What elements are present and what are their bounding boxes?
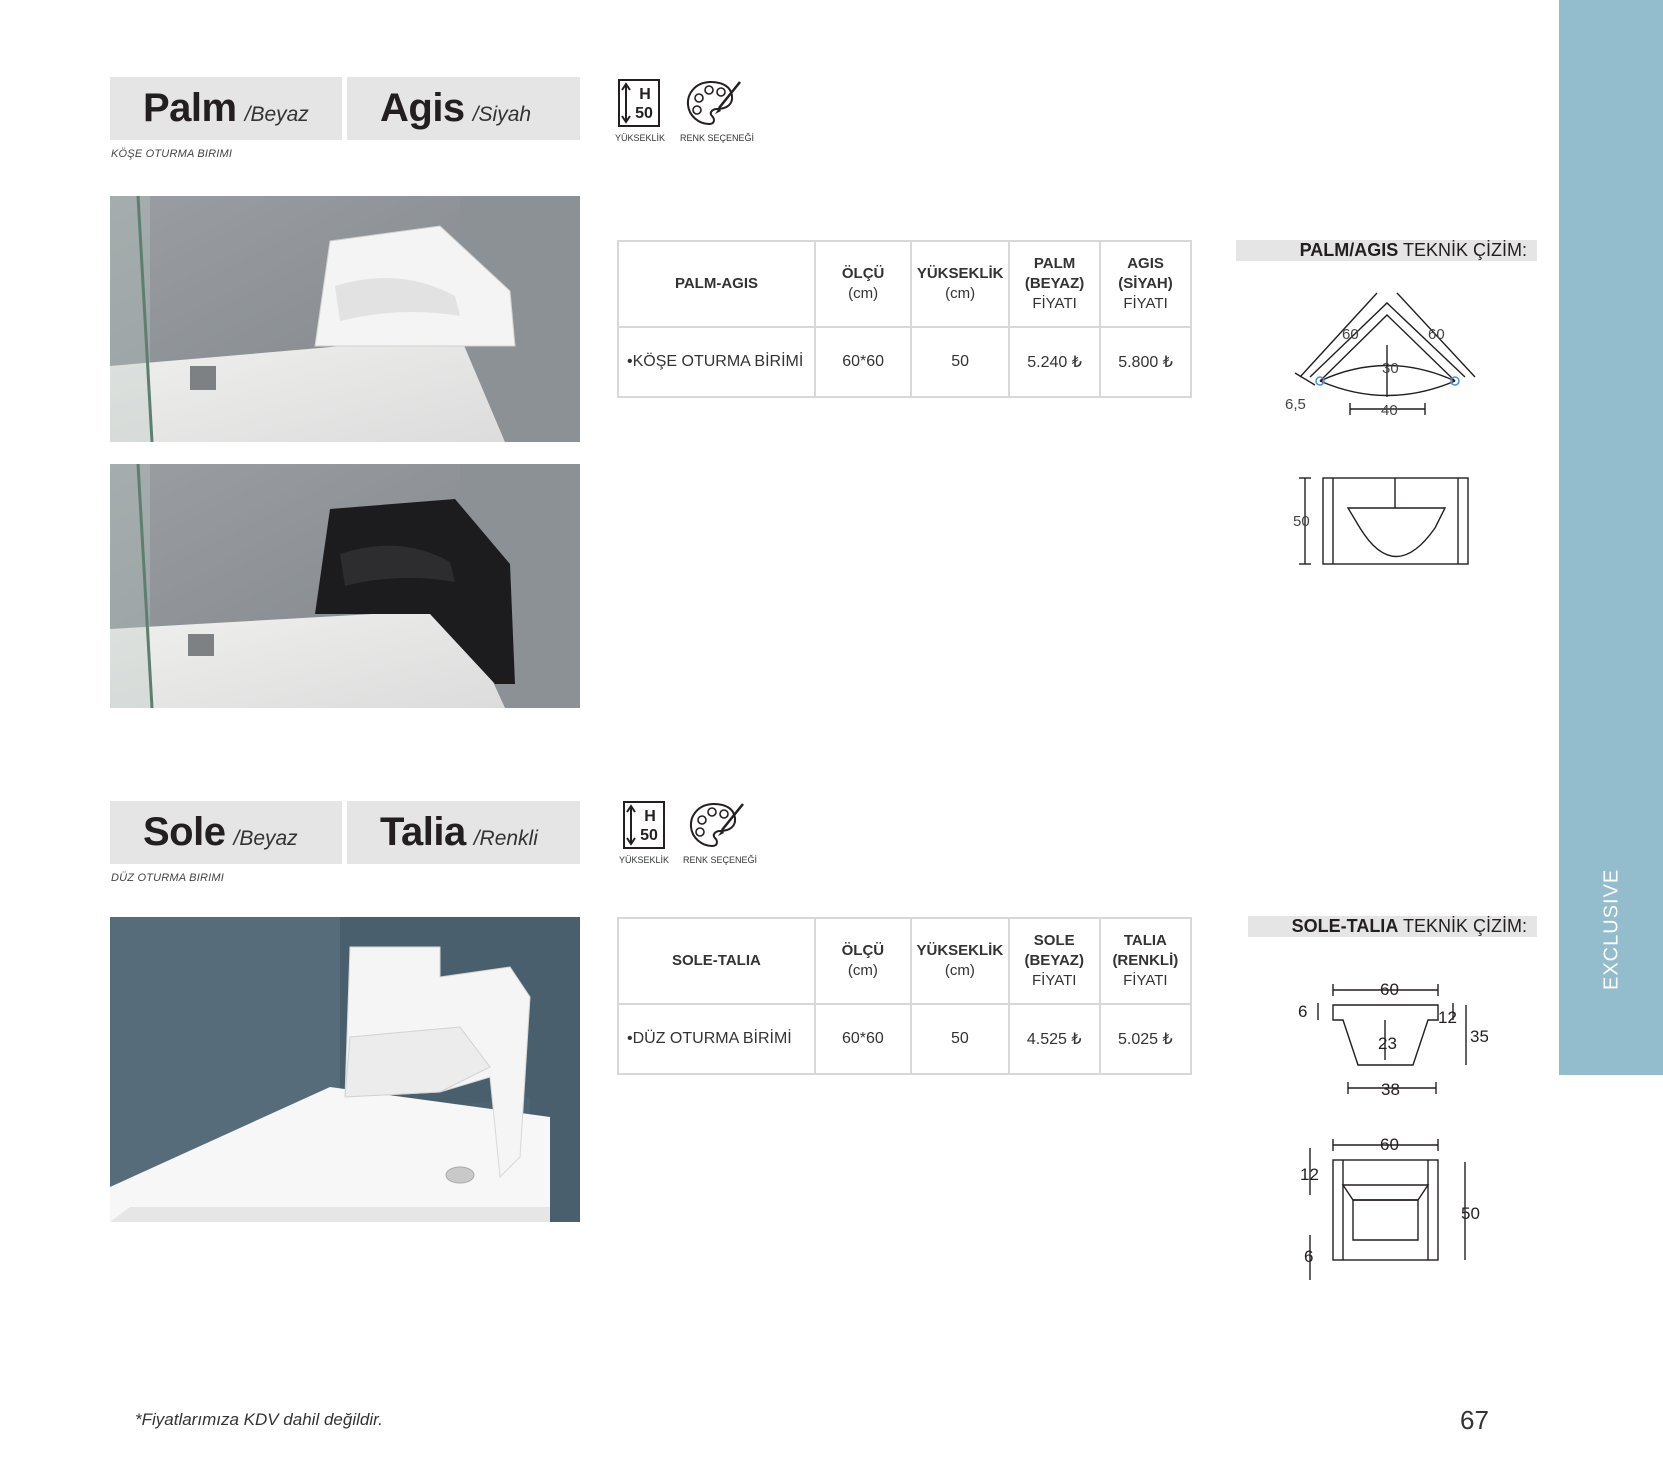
height-icon (622, 800, 666, 855)
dim-label: 23 (1378, 1034, 1397, 1053)
header-price-1: PALM (BEYAZ) FİYATI (1009, 241, 1100, 327)
header-height: YÜKSEKLİK (cm) (911, 241, 1009, 327)
height-value: 50 (635, 105, 653, 122)
product-name: Sole (143, 810, 226, 854)
table-header-row (618, 241, 1191, 327)
product-caption: KÖŞE OTURMA BIRIMI (111, 148, 233, 160)
header-product: SOLE-TALIA (618, 918, 815, 1004)
palette-label: RENK SEÇENEĞİ (679, 133, 755, 143)
product-photo-sole (110, 917, 580, 1222)
cell-product: •KÖŞE OTURMA BİRİMİ (618, 327, 815, 397)
height-value: 50 (640, 827, 658, 844)
cell-height: 50 (911, 1004, 1009, 1074)
product-color: /Renkli (473, 827, 538, 850)
header-price-1: SOLE (BEYAZ) FİYATI (1009, 918, 1100, 1004)
header-price-2: AGIS (SİYAH) FİYATI (1100, 241, 1191, 327)
dim-label: 50 (1461, 1204, 1480, 1223)
cell-size: 60*60 (815, 1004, 911, 1074)
dim-label: 6 (1298, 1002, 1308, 1021)
table-row (618, 327, 1191, 397)
dim-label: 60 (1380, 980, 1399, 999)
product-photo-palm (110, 196, 580, 442)
product-title-sole (110, 801, 342, 864)
product-photo-agis (110, 464, 580, 708)
cell-height: 50 (911, 327, 1009, 397)
product-color: /Beyaz (233, 827, 298, 850)
cell-product: •DÜZ OTURMA BİRİMİ (618, 1004, 815, 1074)
header-size: ÖLÇÜ (cm) (815, 918, 911, 1004)
palette-icon (688, 800, 746, 855)
price-table-palm-agis (617, 240, 1192, 398)
height-label: YÜKSEKLİK (614, 133, 666, 143)
palette-label: RENK SEÇENEĞİ (682, 855, 758, 865)
dim-label: 60 (1342, 326, 1359, 343)
product-title-palm (110, 77, 342, 140)
tech-drawing-front-view (1285, 470, 1485, 575)
dim-label: 60 (1428, 326, 1445, 343)
table-header-row (618, 918, 1191, 1004)
page-number: 67 (1460, 1405, 1489, 1435)
dim-label: 30 (1382, 360, 1399, 377)
cell-size: 60*60 (815, 327, 911, 397)
product-color: /Beyaz (244, 103, 309, 126)
product-caption: DÜZ OTURMA BIRIMI (111, 872, 224, 884)
tech-title-rest: TEKNİK ÇİZİM: (1398, 240, 1527, 260)
dim-label: 6 (1304, 1247, 1314, 1266)
dim-label: 50 (1293, 513, 1310, 530)
footnote: *Fiyatlarımıza KDV dahil değildir. (135, 1410, 383, 1429)
cell-price-2: 5.025 ₺ (1100, 1004, 1191, 1074)
product-title-talia (347, 801, 580, 864)
cell-price-1: 4.525 ₺ (1009, 1004, 1100, 1074)
product-name: Talia (380, 810, 466, 854)
cell-price-2: 5.800 ₺ (1100, 327, 1191, 397)
header-product: PALM-AGIS (618, 241, 815, 327)
header-size: ÖLÇÜ (cm) (815, 241, 911, 327)
tech-title-bold: PALM/AGIS (1299, 240, 1399, 260)
product-title-agis (347, 77, 580, 140)
tech-drawing-front-view (1288, 1130, 1488, 1290)
product-color: /Siyah (472, 103, 532, 126)
tech-title-rest: TEKNİK ÇİZİM: (1398, 916, 1527, 936)
tech-drawing-title (1248, 916, 1537, 937)
table-row (618, 1004, 1191, 1074)
palette-icon (685, 78, 743, 133)
price-table-sole-talia (617, 917, 1192, 1075)
tech-drawing-top-view (1280, 285, 1500, 440)
cell-price-1: 5.240 ₺ (1009, 327, 1100, 397)
header-height: YÜKSEKLİK (cm) (911, 918, 1009, 1004)
tech-drawing-top-view (1288, 975, 1488, 1105)
height-label: YÜKSEKLİK (618, 855, 670, 865)
height-badge: H (639, 86, 651, 103)
dim-label: 35 (1470, 1027, 1488, 1046)
tech-title-bold: SOLE-TALIA (1291, 916, 1399, 936)
dim-label: 12 (1300, 1165, 1319, 1184)
dim-label: 38 (1381, 1080, 1400, 1099)
tech-drawing-title (1236, 240, 1537, 261)
dim-label: 60 (1380, 1135, 1399, 1154)
side-label: EXCLUSIVE (1600, 868, 1623, 990)
height-badge: H (644, 808, 656, 825)
product-name: Palm (143, 86, 237, 130)
height-icon (617, 78, 661, 133)
product-name: Agis (380, 86, 465, 130)
dim-label: 6,5 (1285, 396, 1306, 413)
dim-label: 12 (1438, 1008, 1457, 1027)
dim-label: 40 (1381, 402, 1398, 419)
header-price-2: TALIA (RENKLİ) FİYATI (1100, 918, 1191, 1004)
